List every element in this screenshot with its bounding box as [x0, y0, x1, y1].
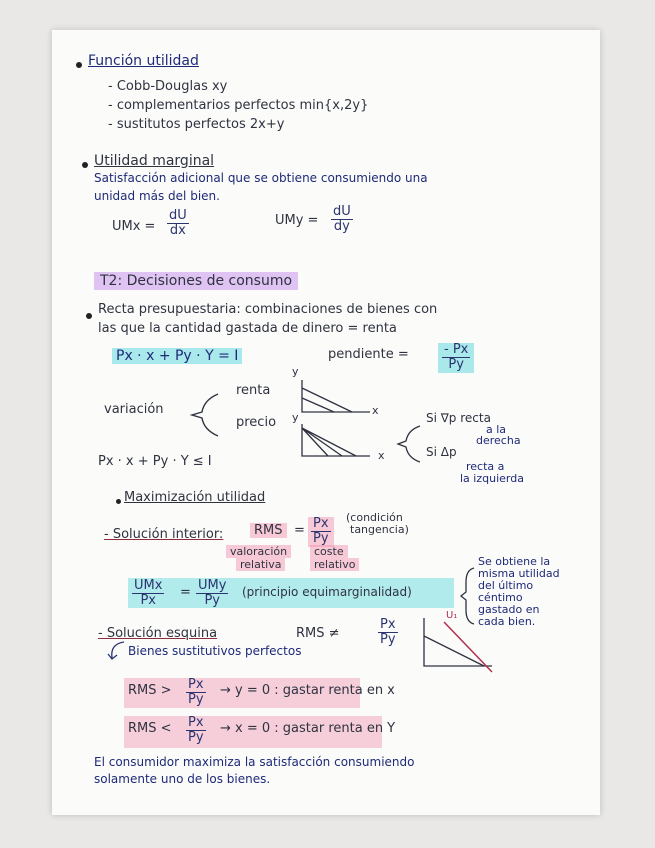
fraction-denominator: dx [169, 223, 186, 239]
valuation-text: valoración [226, 545, 291, 558]
return-arrow-icon [106, 640, 128, 662]
slope-label: pendiente = [328, 347, 409, 362]
rule-outcome: → y = 0 : gastar renta en x [220, 683, 395, 698]
fraction-numerator: Px [188, 715, 204, 730]
price-increase-note: Si Δp [426, 445, 457, 459]
equation-text: Px · x + Py · Y = I [112, 348, 242, 364]
rule-rms-greater: RMS > [128, 683, 172, 698]
precio-rotation-graph [292, 420, 382, 470]
perfect-substitutes-note: Bienes sustitutivos perfectos [128, 644, 302, 658]
axis-label-y: y [292, 365, 299, 378]
equimarginal-explanation: misma utilidad [478, 567, 560, 580]
equimarginal-explanation: del último [478, 579, 534, 592]
equimarginal-principle: (principio equimarginalidad) [242, 585, 412, 599]
corner-solution-label: - Solución esquina [98, 626, 218, 641]
bullet-icon [76, 62, 82, 68]
section-title-maximizacion: Maximización utilidad [124, 490, 266, 505]
price-decrease-note: a la [486, 423, 507, 436]
umy-fraction [331, 205, 353, 235]
equimarginal-explanation: gastado en [478, 603, 540, 616]
slope-fraction [438, 343, 474, 373]
fraction-denominator: Py [204, 593, 220, 609]
curly-brace-icon [190, 392, 220, 438]
axis-label-x: x [378, 449, 385, 462]
section-heading-t2 [94, 273, 298, 289]
fraction-numerator: dU [333, 204, 351, 219]
umy-label: UMy = [275, 213, 319, 228]
tangency-note: tangencia) [350, 523, 409, 536]
equals-sign: = [294, 523, 305, 538]
price-increase-note: la izquierda [460, 472, 524, 485]
conclusion-line: El consumidor maximiza la satisfacción consumiendo [94, 755, 415, 769]
price-ratio-fraction [308, 517, 334, 547]
axis-label-x: x [372, 404, 379, 417]
renta-label: renta [236, 383, 271, 398]
fraction-denominator: dy [333, 219, 350, 235]
tangency-note: (condición [346, 511, 403, 524]
bullet-icon [82, 162, 88, 168]
definition-line: Satisfacción adicional que se obtiene consumiendo una [94, 171, 428, 185]
fraction-numerator: Px [313, 516, 329, 531]
fraction-denominator: Py [188, 692, 204, 708]
curly-brace-icon [396, 424, 422, 464]
fraction-denominator: Py [448, 357, 464, 373]
corner-solution-graph [418, 614, 498, 678]
fraction-numerator: Px [188, 677, 204, 692]
fraction-numerator: dU [169, 208, 187, 223]
valuation-text: relativa [236, 558, 285, 571]
price-ratio-fraction [186, 678, 206, 708]
rule-outcome: → x = 0 : gastar renta en Y [220, 721, 396, 736]
bullet-icon [86, 313, 92, 319]
umx-label: UMx = [112, 219, 156, 234]
budget-inequality: Px · x + Py · Y ≤ I [98, 454, 212, 469]
fraction-numerator: UMy [198, 578, 227, 593]
umy-py-fraction [196, 579, 228, 609]
fraction-denominator: Py [188, 730, 204, 746]
fraction-numerator: UMx [134, 578, 163, 593]
section-title-utilidad-marginal: Utilidad marginal [94, 153, 215, 169]
list-item: - complementarios perfectos min{x,2y} [108, 98, 369, 113]
indifference-curve-label: U₁ [446, 610, 458, 621]
valuation-note [236, 559, 285, 572]
section-title-funcion-utilidad: Función utilidad [88, 53, 199, 69]
variation-label: variación [104, 402, 164, 417]
list-item: - Cobb-Douglas xy [108, 79, 228, 94]
conclusion-line: solamente uno de los bienes. [94, 772, 271, 786]
equimarginal-explanation: céntimo [478, 591, 523, 604]
cost-note [310, 546, 348, 559]
price-decrease-note: derecha [476, 434, 521, 447]
price-ratio-fraction [186, 716, 206, 746]
rms-text: RMS [250, 523, 287, 538]
cost-note [310, 559, 359, 572]
umx-fraction [167, 209, 189, 239]
price-increase-note: recta a [466, 460, 505, 473]
budget-equation [112, 348, 242, 364]
fraction-numerator: - Px [444, 342, 469, 357]
definition-line: unidad más del bien. [94, 189, 220, 203]
price-ratio-fraction [378, 618, 398, 648]
recta-definition-line: Recta presupuestaria: combinaciones de bienes con [98, 302, 438, 317]
heading-text: T2: Decisiones de consumo [94, 272, 298, 290]
rms-term [250, 524, 287, 539]
renta-shift-graph [292, 374, 382, 424]
valuation-note [226, 546, 291, 559]
fraction-denominator: Py [380, 632, 396, 648]
equimarginal-explanation: Se obtiene la [478, 555, 551, 568]
price-decrease-note: Si ∇p recta [426, 411, 491, 425]
rule-rms-less: RMS < [128, 721, 172, 736]
umx-px-fraction [132, 579, 164, 609]
fraction-denominator: Px [140, 593, 156, 609]
fraction-numerator: Px [380, 617, 396, 632]
cost-text: relativo [310, 558, 359, 571]
bullet-icon [116, 499, 121, 504]
rms-not-equal: RMS ≠ [296, 626, 340, 641]
equals-sign: = [180, 585, 191, 600]
equimarginal-explanation: cada bien. [478, 615, 536, 628]
list-item: - sustitutos perfectos 2x+y [108, 117, 285, 132]
fraction-denominator: Py [313, 531, 329, 547]
cost-text: coste [310, 545, 348, 558]
interior-solution-label: - Solución interior: [104, 527, 224, 542]
precio-label: precio [236, 415, 277, 430]
axis-label-y: y [292, 411, 299, 424]
recta-definition-line: las que la cantidad gastada de dinero = renta [98, 321, 397, 336]
